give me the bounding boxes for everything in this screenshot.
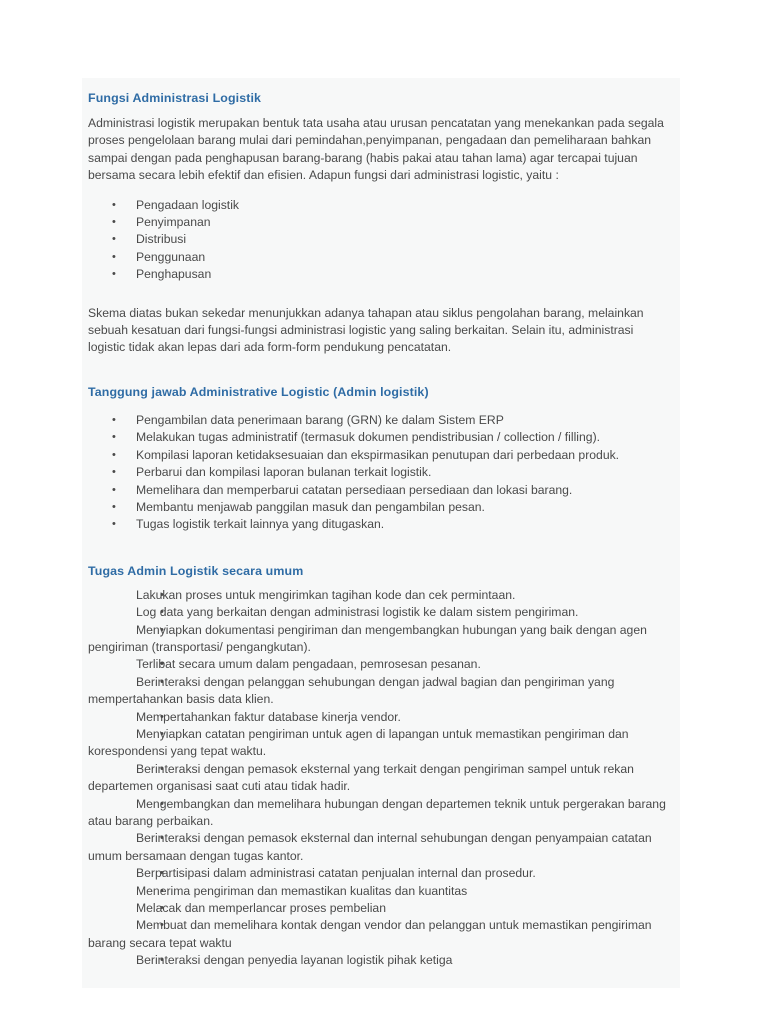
bullet-list-tanggung-jawab: [82, 400, 680, 536]
section-closing-paragraph: Skema diatas bukan sekedar menunjukkan adanya tahapan atau siklus pengolahan barang, melainkan sebuah kesatuan dari fungsi-fungsi administrasi logistic yang saling berkaitan. Selain itu, administrasi logistic tidak akan lepas dari ada form-form pendukung pencatatan.: [88, 305, 644, 355]
list-item: • Berinteraksi dengan pelanggan sehubungan dengan jadwal bagian dan pengiriman yang mempertahankan basis data klien.: [82, 674, 680, 709]
panel-bottom-padding: [82, 972, 680, 988]
section-tugas-admin-logistik-secara-umum: [82, 551, 680, 972]
list-item: • Perbarui dan kompilasi laporan bulanan terkait logistik.: [82, 464, 680, 481]
list-item: • Terlibat secara umum dalam pengadaan, pemrosesan pesanan.: [82, 656, 680, 673]
list-item: • Lakukan proses untuk mengirimkan tagihan kode dan cek permintaan.: [82, 587, 680, 604]
list-item: • Pengambilan data penerimaan barang (GRN) ke dalam Sistem ERP: [82, 412, 680, 429]
list-item: • Memelihara dan memperbarui catatan persediaan persediaan dan lokasi barang.: [82, 482, 680, 499]
section-heading-fungsi-administrasi-logistik: Fungsi Administrasi Logistik: [88, 91, 262, 105]
section-heading-tanggung-jawab: Tanggung jawab Administrative Logistic (Admin logistik): [88, 384, 429, 399]
list-item: • Tugas logistik terkait lainnya yang ditugaskan.: [82, 516, 680, 533]
spacer: [82, 536, 680, 551]
list-item: • Berpartisipasi dalam administrasi catatan penjualan internal dan prosedur.: [82, 865, 680, 882]
list-item: • Berinteraksi dengan pemasok eksternal yang terkait dengan pengiriman sampel untuk rekan departemen organisasi saat cuti atau tidak hadir.: [82, 761, 680, 796]
section-fungsi-administrasi-logistik: [82, 78, 680, 357]
list-item: • Penyimpanan: [82, 214, 680, 231]
list-item: • Melacak dan memperlancar proses pembelian: [82, 900, 680, 917]
list-item: • Log data yang berkaitan dengan administrasi logistik ke dalam sistem pengiriman.: [82, 604, 680, 621]
section-paragraph: Administrasi logistik merupakan bentuk tata usaha atau urusan pencatatan yang menekankan pada segala proses pengelolaan barang mulai dari pemindahan,penyimpanan, pengadaan dan pemeliharaan bahkan sampai dengan pada penghapusan barang-barang (habis pakai atau tahan lama) agar tercapai tujuan bersama secara lebih efektif dan efisien. Adapun fungsi dari administrasi logistic, yaitu :: [88, 116, 664, 183]
list-item: • Melakukan tugas administratif (termasuk dokumen pendistribusian / collection / filling).: [82, 429, 680, 446]
list-item: • Mempertahankan faktur database kinerja vendor.: [82, 709, 680, 726]
bullet-list-fungsi: [82, 185, 680, 286]
list-item: • Membantu menjawab panggilan masuk dan pengambilan pesan.: [82, 499, 680, 516]
list-item: • Penghapusan: [82, 266, 680, 283]
list-item: • Berinteraksi dengan penyedia layanan logistik pihak ketiga: [82, 952, 680, 969]
spacer: [82, 357, 680, 372]
list-item: • Mengembangkan dan memelihara hubungan dengan departemen teknik untuk pergerakan barang atau barang perbaikan.: [82, 796, 680, 831]
list-item: • Menyiapkan dokumentasi pengiriman dan mengembangkan hubungan yang baik dengan agen pengiriman (transportasi/ pengangkutan).: [82, 622, 680, 657]
list-item: • Membuat dan memelihara kontak dengan vendor dan pelanggan untuk memastikan pengiriman barang secara tepat waktu: [82, 917, 680, 952]
bullet-list-tugas-admin: [82, 579, 680, 972]
section-heading-tugas-admin: Tugas Admin Logistik secara umum: [88, 563, 304, 578]
spacer: [82, 286, 680, 296]
list-item: • Penggunaan: [82, 249, 680, 266]
list-item: • Pengadaan logistik: [82, 197, 680, 214]
list-item: • Berinteraksi dengan pemasok eksternal dan internal sehubungan dengan penyampaian catatan umum bersamaan dengan tugas kantor.: [82, 830, 680, 865]
list-item: • Kompilasi laporan ketidaksesuaian dan ekspirmasikan penutupan dari perbedaan produk.: [82, 447, 680, 464]
list-item: • Distribusi: [82, 231, 680, 248]
document-content-panel: [82, 78, 680, 988]
list-item: • Menyiapkan catatan pengiriman untuk agen di lapangan untuk memastikan pengiriman dan korespondensi yang tepat waktu.: [82, 726, 680, 761]
list-item: • Menerima pengiriman dan memastikan kualitas dan kuantitas: [82, 883, 680, 900]
section-tanggung-jawab-administrative-logistic: [82, 372, 680, 536]
